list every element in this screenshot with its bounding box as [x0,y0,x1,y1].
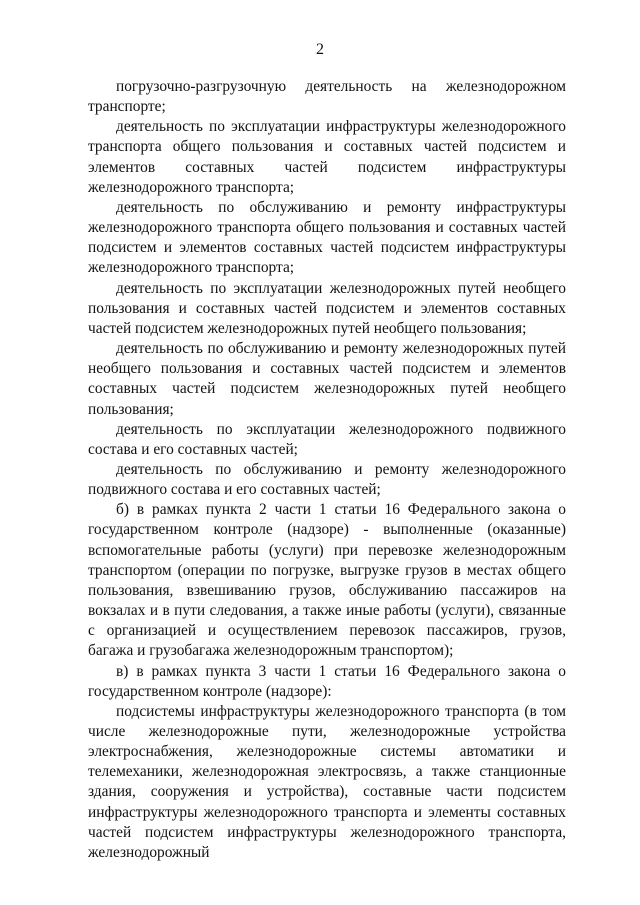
page-number: 2 [316,41,324,58]
paragraph-6: деятельность по эксплуатации железнодорожного подвижного состава и его составных частей; [88,420,566,458]
paragraph-2: деятельность по эксплуатации инфраструктуры железнодорожного транспорта общего пользования и составных частей подсистем и элементов составных частей подсистем инфраструктуры железнодорожного транспорта; [88,118,566,196]
paragraph-9: в) в рамках пункта 3 части 1 статьи 16 Федерального закона о государственном контроле (надзоре): [88,662,566,700]
paragraph-1: погрузочно-разгрузочную деятельность на железнодорожном транспорте; [88,78,566,116]
paragraph-10: подсистемы инфраструктуры железнодорожного транспорта (в том числе железнодорожные пути, железнодорожные устройства электроснабжения, железнодорожные системы автоматики и телемеханики, железнодорожная электросвязь, а также станционные здания, сооружения и устройства), составные части подсистем инфраструктуры железнодорожного транспорта и элементы составных частей подсистем инфраструктуры железнодорожного транспорта, железнодорожный [88,702,566,861]
paragraph-7: деятельность по обслуживанию и ремонту железнодорожного подвижного состава и его составных частей; [88,460,566,499]
document-body [88,77,566,863]
paragraph-4: деятельность по эксплуатации железнодорожных путей необщего пользования и составных частей подсистем и элементов составных частей подсистем железнодорожных путей необщего пользования; [88,279,566,337]
paragraph-5: деятельность по обслуживанию и ремонту железнодорожных путей необщего пользования и составных частей подсистем и элементов составных частей подсистем железнодорожных путей необщего пользования; [88,340,566,418]
paragraph-8: б) в рамках пункта 2 части 1 статьи 16 Федерального закона о государственном контроле (надзоре) - выполненные (оказанные) вспомогательные работы (услуги) при перевозке железнодорожным транспортом (операции по погрузке, выгрузке грузов в местах общего пользования, взвешиванию грузов, обслуживанию пассажиров на вокзалах и в пути следования, а также иные работы (услуги), связанные с организацией и осуществлением перевозок пассажиров, грузов, багажа и грузобагажа железнодорожным транспортом); [88,501,566,660]
paragraph-3: деятельность по обслуживанию и ремонту инфраструктуры железнодорожного транспорта общего пользования и составных частей подсистем и элементов составных частей подсистем инфраструктуры железнодорожного транспорта; [88,198,566,277]
